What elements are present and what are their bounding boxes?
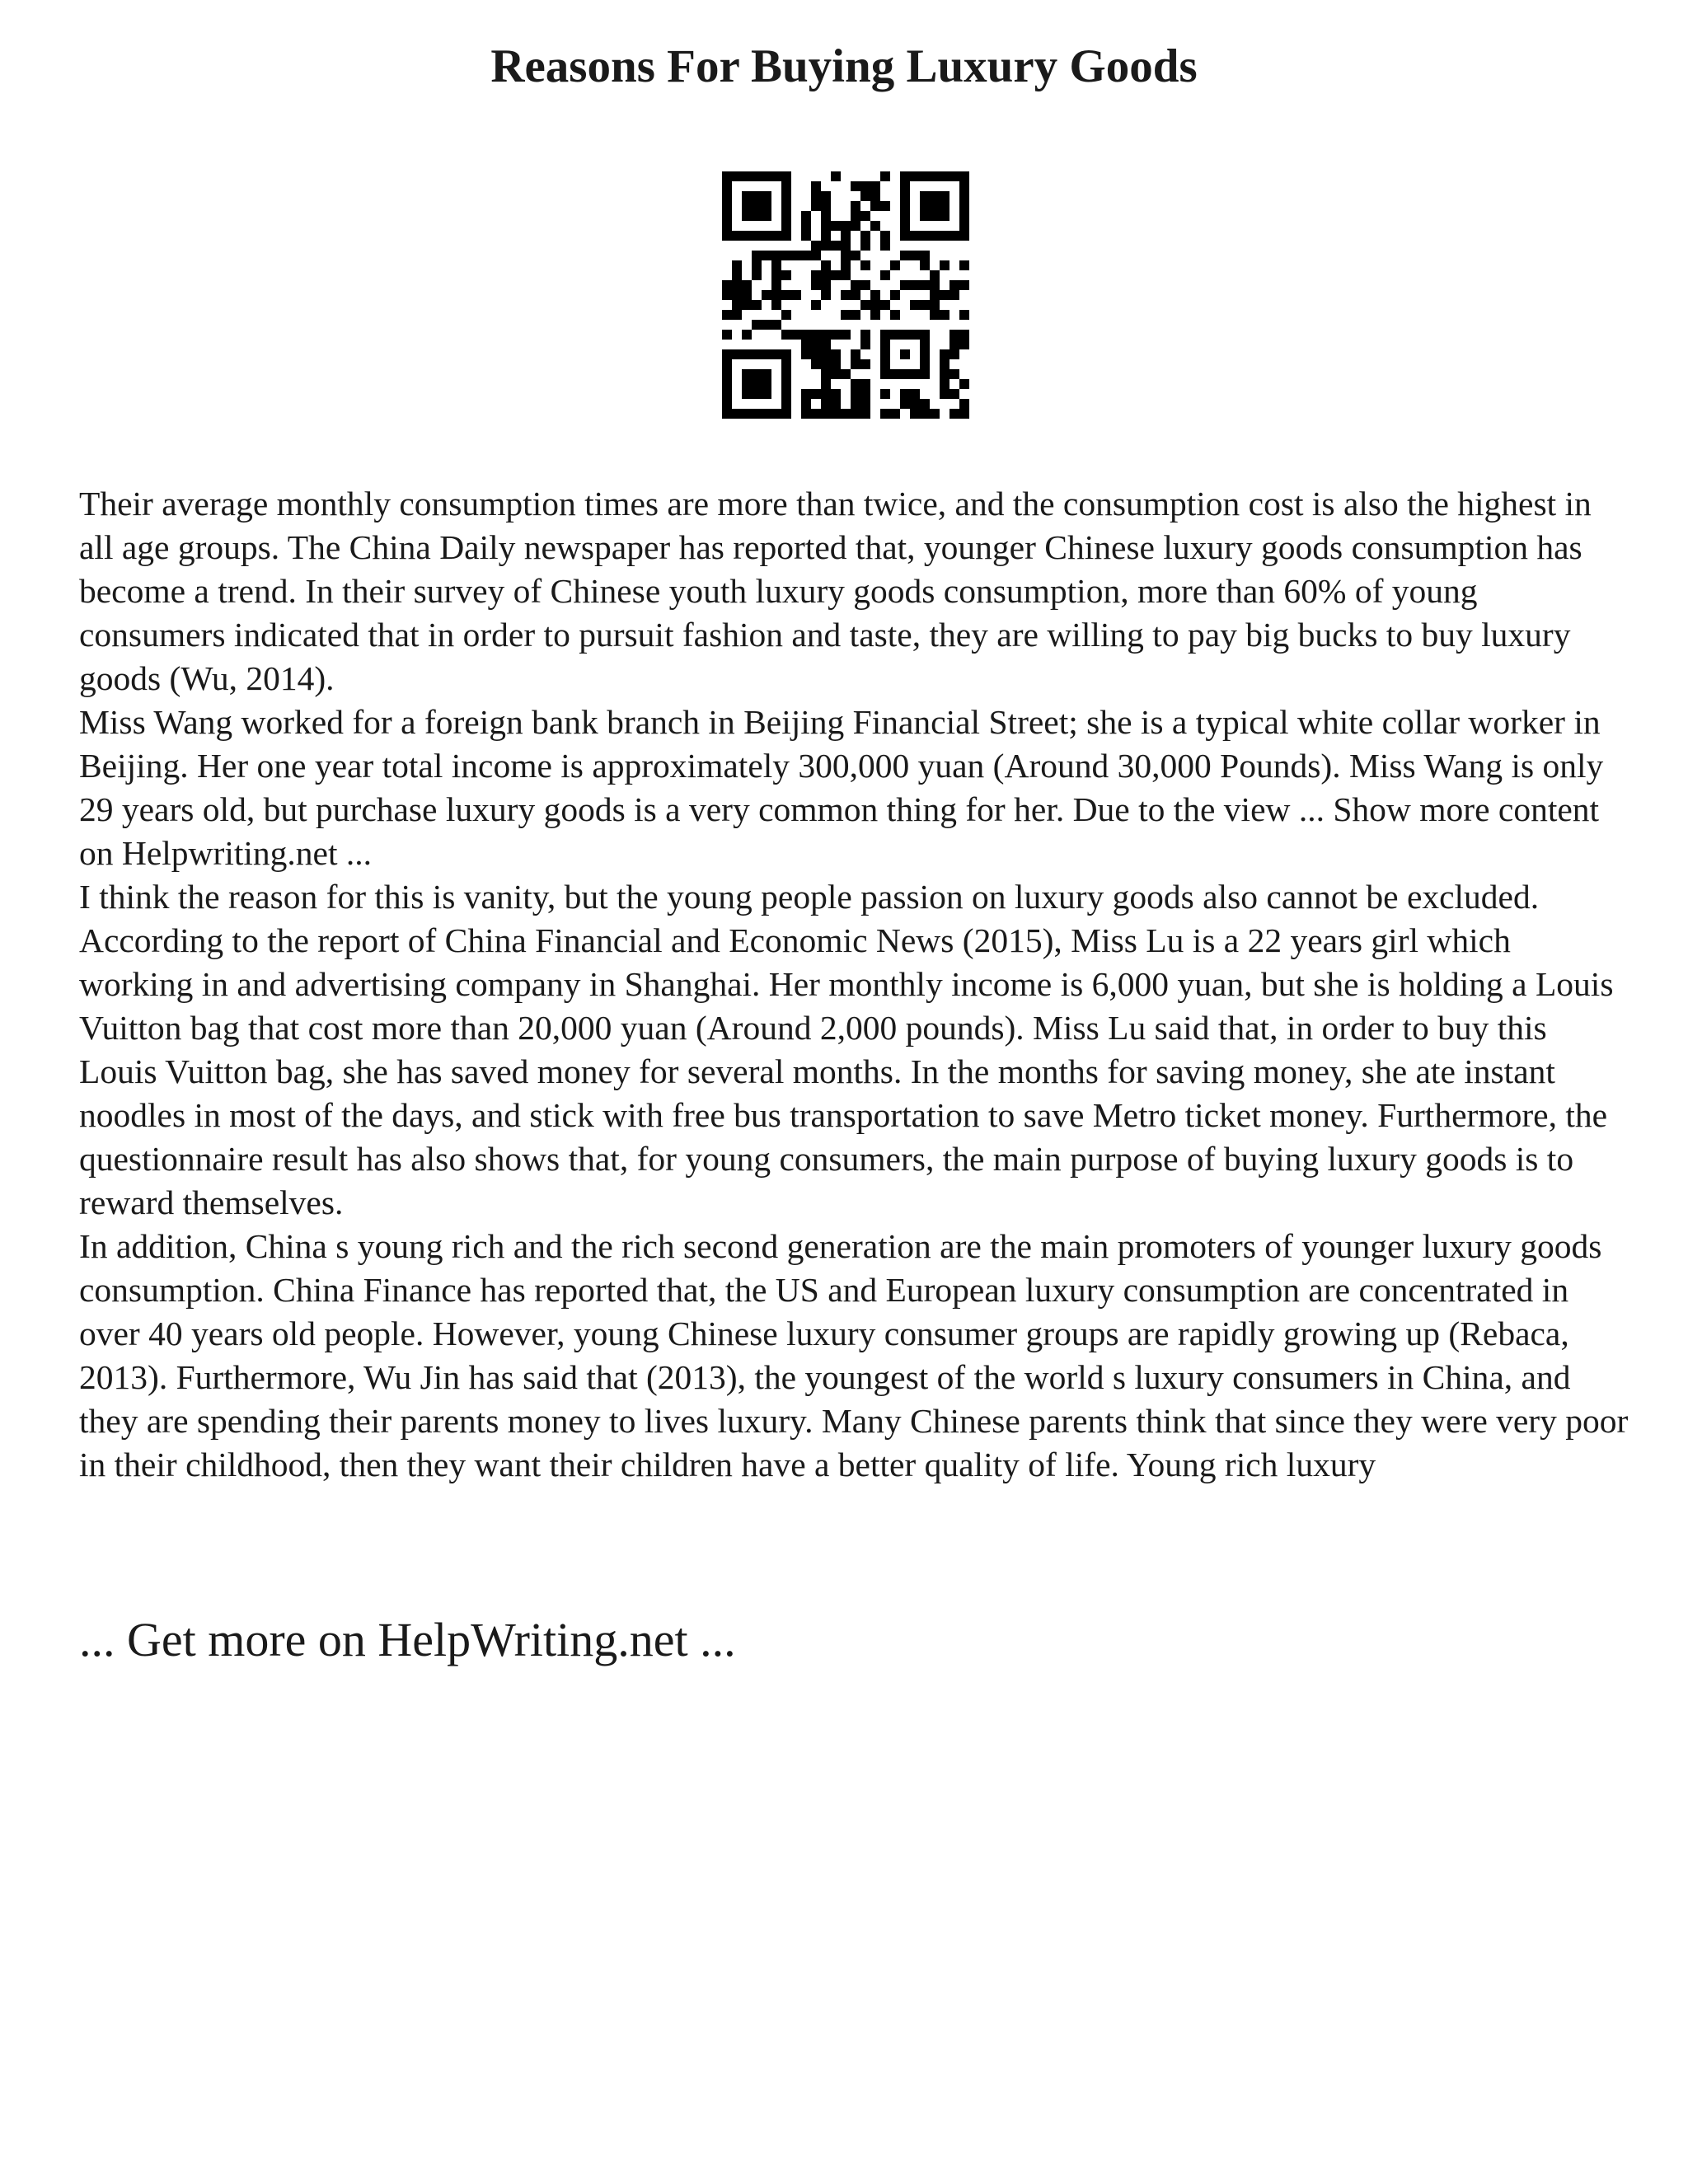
paragraph: Their average monthly consumption times are more than twice, and the consumption cost is also the highest in all age groups. The China Daily newspaper has reported that, younger Chinese luxury goods consumption has become a trend. In their survey of Chinese youth luxury goods consumption, more than 60% of young consumers indicated that in order to pursuit fashion and taste, they are willing to pay big bucks to buy luxury goods (Wu, 2014). xyxy=(79,485,1592,697)
get-more-link[interactable]: ... Get more on HelpWriting.net ... xyxy=(79,1613,736,1666)
paragraph: Miss Wang worked for a foreign bank branch in Beijing Financial Street; she is a typical white collar worker in Beijing. Her one year total income is approximately 300,000 yuan (Around 30,000 Pounds). Miss Wang is only 29 years old, but purchase luxury goods is a very common thing for her. Due to the view ... Show more content on Helpwriting.net ... xyxy=(79,703,1604,872)
article-body xyxy=(79,482,1629,1487)
paragraph: I think the reason for this is vanity, but the young people passion on luxury goods also cannot be excluded. xyxy=(79,878,1540,916)
paragraph: In addition, China s young rich and the rich second generation are the main promoters of younger luxury goods consumption. China Finance has reported that, the US and European luxury consumption are concentrated in over 40 years old people. However, young Chinese luxury consumer groups are rapidly growing up (Rebaca, 2013). Furthermore, Wu Jin has said that (2013), the youngest of the world s luxury consumers in China, and they are spending their parents money to lives luxury. Many Chinese parents think that since they were very poor in their childhood, then they want their children have a better quality of life. Young rich luxury xyxy=(79,1227,1629,1483)
qr-code-icon[interactable] xyxy=(722,171,969,419)
document-title: Reasons For Buying Luxury Goods xyxy=(490,40,1198,92)
paragraph: According to the report of China Financial and Economic News (2015), Miss Lu is a 22 years girl which working in and advertising company in Shanghai. Her monthly income is 6,000 yuan, but she is holding a Louis Vuitton bag that cost more than 20,000 yuan (Around 2,000 pounds). Miss Lu said that, in order to buy this Louis Vuitton bag, she has saved money for several months. In the months for saving money, she ate instant noodles in most of the days, and stick with free bus transportation to save Metro ticket money. Furthermore, the questionnaire result has also shows that, for young consumers, the main purpose of buying luxury goods is to reward themselves. xyxy=(79,921,1614,1221)
